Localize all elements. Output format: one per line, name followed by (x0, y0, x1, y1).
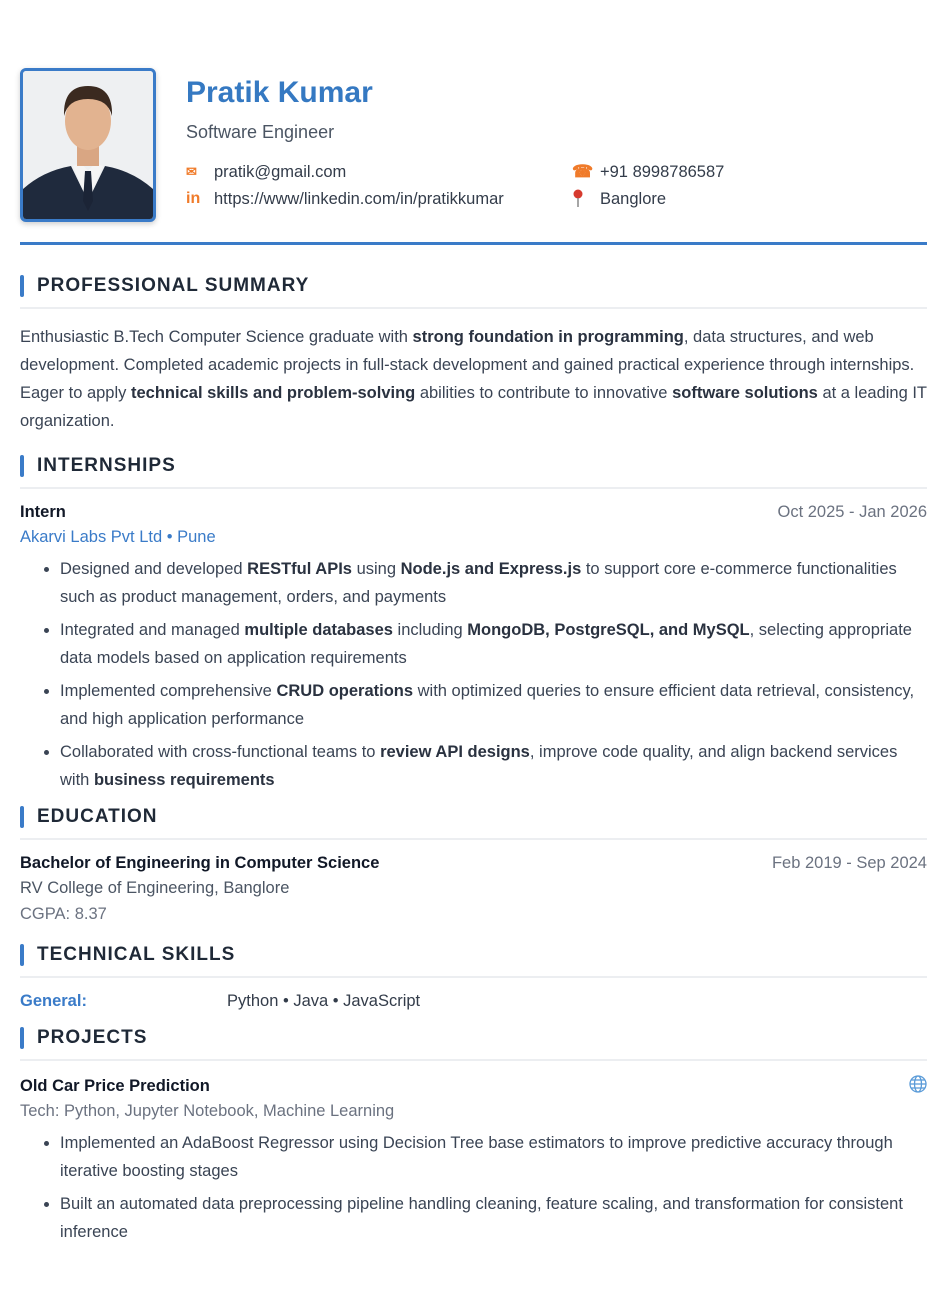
text-segment: to support core e-commerce functionalities such as product management, orders, and payments (60, 560, 897, 606)
bold-text: CRUD operations (276, 682, 414, 700)
text-segment: with optimized queries to ensure efficient data retrieval, consistency, and high application performance (60, 682, 915, 728)
internship-dates: Oct 2025 - Jan 2026 (777, 503, 927, 521)
text-segment: using (351, 560, 401, 578)
internship-company: Akarvi Labs Pvt Ltd • Pune (20, 528, 216, 546)
cgpa: CGPA: 8.37 (20, 905, 107, 923)
summary-text (20, 323, 927, 435)
section-education (20, 806, 927, 924)
project-name: Old Car Price Prediction (20, 1077, 210, 1095)
email-text[interactable]: pratik@gmail.com (214, 162, 347, 181)
text-segment: at a leading IT organization. (20, 384, 927, 430)
text-segment: abilities to contribute to innovative (415, 384, 673, 402)
phone-text: +91 8998786587 (600, 162, 725, 181)
contact-linkedin[interactable] (186, 188, 572, 210)
section-skills (20, 944, 927, 1011)
candidate-name: Pratik Kumar (186, 76, 373, 109)
resume-header (20, 68, 927, 222)
text-segment: Integrated and managed (60, 621, 245, 639)
bold-text: software solutions (672, 384, 818, 402)
project-tech: Tech: Python, Jupyter Notebook, Machine Learning (20, 1102, 395, 1120)
project-bullets (20, 1129, 927, 1246)
text-segment: including (392, 621, 468, 639)
text-segment: , data structures, and web development. Completed academic projects in full-stack development and gained practical experience through internships. Eager to apply (20, 328, 915, 402)
text-segment: , improve code quality, and align backend services with (60, 743, 898, 789)
text-segment: Implemented an AdaBoost Regressor using Decision Tree base estimators to improve predictive accuracy through iterative boosting stages (60, 1134, 893, 1180)
bullet-item (60, 677, 927, 733)
bold-text: review API designs (380, 743, 530, 761)
skill-row (20, 992, 927, 1011)
section-heading: TECHNICAL SKILLS (37, 944, 236, 965)
contact-email[interactable] (186, 161, 572, 183)
section-summary (20, 275, 927, 435)
bold-text: MongoDB, PostgreSQL, and MySQL (467, 621, 750, 639)
section-accent-bar (20, 275, 24, 297)
map-pin-icon (572, 189, 600, 210)
section-heading: INTERNSHIPS (37, 455, 176, 476)
text-segment: Enthusiastic B.Tech Computer Science graduate with (20, 328, 413, 346)
section-accent-bar (20, 806, 24, 828)
section-heading: PROJECTS (37, 1027, 148, 1048)
text-segment: Built an automated data preprocessing pipeline handling cleaning, feature scaling, and transformation for consistent inference (60, 1195, 903, 1241)
internship-role: Intern (20, 503, 66, 521)
section-accent-bar (20, 944, 24, 966)
bold-text: RESTful APIs (247, 560, 352, 578)
linkedin-icon: in (186, 190, 201, 207)
bold-text: multiple databases (244, 621, 393, 639)
skill-list: Python • Java • JavaScript (227, 992, 421, 1010)
text-segment: , selecting appropriate data models based on application requirements (60, 621, 912, 667)
degree-title: Bachelor of Engineering in Computer Science (20, 854, 380, 872)
profile-photo (20, 68, 156, 222)
envelope-icon: ✉ (186, 164, 197, 179)
section-heading: PROFESSIONAL SUMMARY (37, 275, 310, 296)
bullet-item (60, 738, 927, 794)
contact-phone (572, 161, 927, 183)
location-text: Banglore (600, 189, 667, 208)
header-divider (20, 242, 927, 245)
bold-text: strong foundation in programming (412, 328, 684, 346)
bullet-item (60, 1129, 927, 1185)
bullet-item (60, 1190, 927, 1246)
globe-icon[interactable] (909, 1075, 927, 1098)
internship-bullets (20, 555, 927, 794)
contact-info (186, 161, 927, 210)
contact-location (572, 188, 927, 210)
school-name: RV College of Engineering, Banglore (20, 879, 290, 897)
text-segment: Collaborated with cross-functional teams to (60, 743, 381, 761)
candidate-title: Software Engineer (186, 122, 335, 142)
bold-text: technical skills and problem-solving (131, 384, 416, 402)
skill-category: General: (20, 992, 87, 1010)
section-heading: EDUCATION (37, 806, 158, 827)
bold-text: business requirements (93, 771, 275, 789)
linkedin-link[interactable]: https://www/linkedin.com/in/pratikkumar (214, 189, 504, 208)
section-projects (20, 1027, 927, 1246)
text-segment: Implemented comprehensive (60, 682, 277, 700)
section-accent-bar (20, 1027, 24, 1049)
text-segment: Designed and developed (60, 560, 248, 578)
phone-icon: ☎ (572, 162, 594, 181)
education-dates: Feb 2019 - Sep 2024 (771, 854, 927, 872)
section-internships (20, 455, 927, 794)
bold-text: Node.js and Express.js (400, 560, 582, 578)
section-accent-bar (20, 455, 24, 477)
bullet-item (60, 616, 927, 672)
bullet-item (60, 555, 927, 611)
